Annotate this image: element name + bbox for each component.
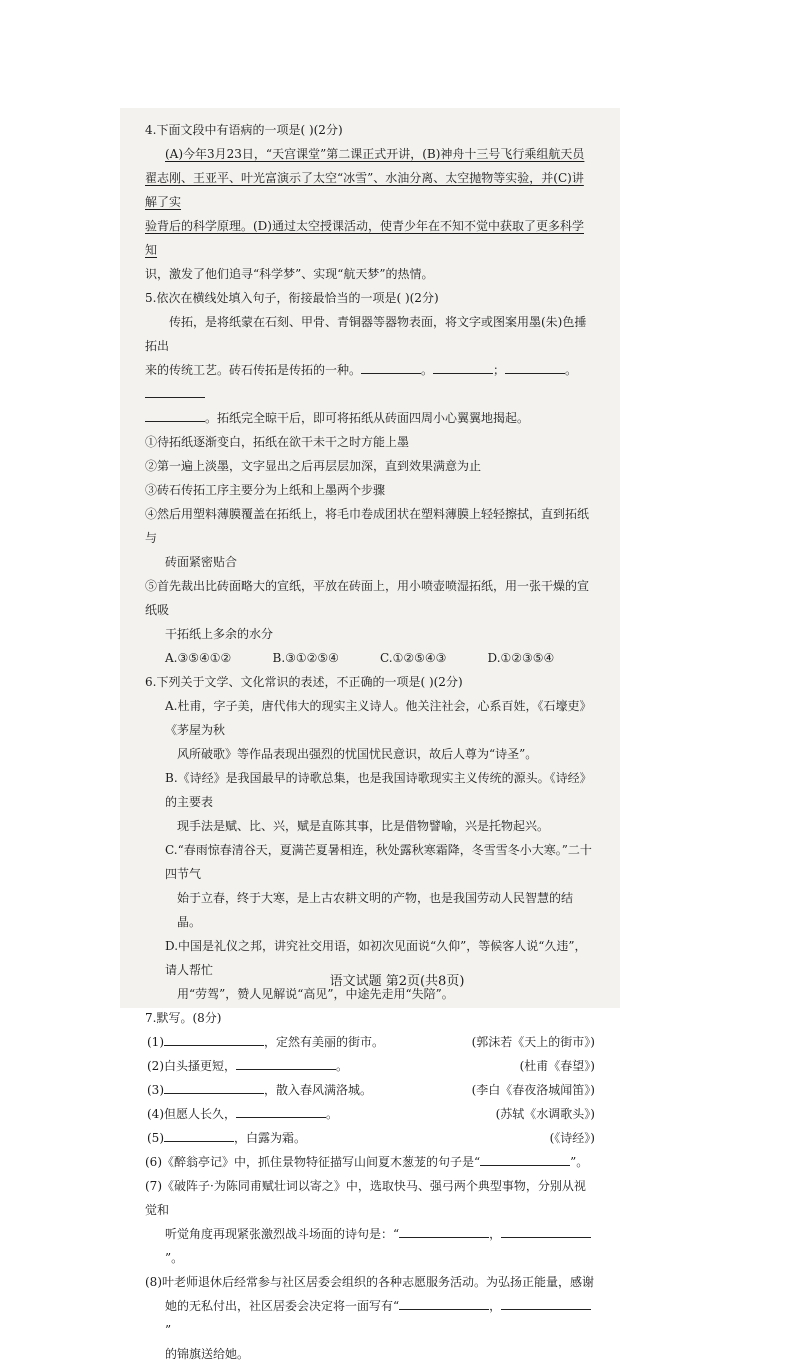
choice-a[interactable]: A.③⑤④①② (165, 651, 232, 665)
answer-blank[interactable] (236, 1055, 336, 1070)
sentence-option: ①待拓纸逐渐变白，拓纸在欲干未干之时方能上墨 (145, 435, 410, 449)
option-a: A.杜甫，字子美，唐代伟大的现实主义诗人。他关注社会，心系百姓，《石壕吏》《茅屋为秋 (165, 699, 592, 737)
line-text: ”。 (165, 1251, 184, 1265)
answer-blank[interactable] (164, 1079, 264, 1094)
question-5-passage-text: 。拓纸完全晾干后，即可将拓纸从砖面四周小心翼翼地揭起。 (205, 411, 530, 425)
question-4-stem: 4.下面文段中有语病的一项是( )(2分) (145, 123, 343, 137)
recitation-line-8-cont (145, 1294, 595, 1342)
recitation-line-8: (8)叶老师退休后经常参与社区居委会组织的各种志愿服务活动。为弘扬正能量，感谢 (145, 1275, 595, 1289)
option-c-cont: 始于立春，终于大寒，是上古农耕文明的产物，也是我国劳动人民智慧的结晶。 (177, 891, 574, 929)
line-text: ，散入春风满洛城。 (264, 1083, 373, 1097)
recitation-line-1 (145, 1030, 595, 1054)
question-5-choices (145, 646, 595, 670)
line-text: ， (489, 1227, 502, 1241)
choice-c[interactable]: C.①②⑤④③ (380, 651, 447, 665)
answer-blank[interactable] (433, 359, 493, 374)
question-4-passage-line: (A)今年3月23日，“天宫课堂”第二课正式开讲，(B)神舟十三号飞行乘组航天员 (165, 147, 585, 161)
question-5-passage-text: 来的传统工艺。砖石传拓是传拓的一种。 (145, 363, 362, 377)
answer-blank[interactable] (164, 1127, 234, 1142)
line-text: ” (165, 1323, 172, 1337)
line-text: ，白露为霜。 (234, 1131, 307, 1145)
line-text: 。 (336, 1059, 349, 1073)
line-text: 听觉角度再现紧张激烈战斗场面的诗句是：“ (165, 1227, 400, 1241)
option-b: B.《诗经》是我国最早的诗歌总集，也是我国诗歌现实主义传统的源头。《诗经》的主要表 (165, 771, 592, 809)
recitation-line-2 (145, 1054, 595, 1078)
line-text: 。 (326, 1107, 339, 1121)
line-text: (2)白头搔更短， (147, 1059, 236, 1073)
sentence-option-cont: 干拓纸上多余的水分 (165, 627, 274, 641)
question-7-stem: 7.默写。(8分) (145, 1011, 222, 1025)
source-label: (《诗经》) (549, 1131, 595, 1145)
option-b-cont: 现手法是赋、比、兴，赋是直陈其事，比是借物譬喻，兴是托物起兴。 (177, 819, 550, 833)
question-4-passage-line: 识，激发了他们追寻“科学梦”、实现“航天梦”的热情。 (145, 267, 434, 281)
sentence-option: ⑤首先裁出比砖面略大的宣纸，平放在砖面上，用小喷壶喷湿拓纸，用一张干燥的宣纸吸 (145, 579, 590, 617)
sentence-option-cont: 砖面紧密贴合 (165, 555, 238, 569)
item-number: (5) (147, 1131, 164, 1145)
question-5 (145, 286, 595, 670)
answer-blank[interactable] (505, 359, 565, 374)
source-label: (苏轼《水调歌头》) (495, 1107, 595, 1121)
item-number: (1) (147, 1035, 164, 1049)
answer-blank[interactable] (399, 1223, 489, 1238)
question-4-passage-line: 翟志刚、王亚平、叶光富演示了太空“冰雪”、水油分离、太空抛物等实验，并(C)讲解了实 (145, 171, 584, 209)
option-a-cont: 风所破歌》等作品表现出强烈的忧国忧民意识，故后人尊为“诗圣”。 (177, 747, 538, 761)
source-label: (杜甫《春望》) (519, 1059, 595, 1073)
answer-blank[interactable] (501, 1223, 591, 1238)
answer-blank[interactable] (399, 1295, 489, 1310)
recitation-line-3 (145, 1078, 595, 1102)
choice-d[interactable]: D.①②③⑤④ (487, 651, 555, 665)
sentence-option: ②第一遍上淡墨，文字显出之后再层层加深，直到效果满意为止 (145, 459, 482, 473)
option-d-cont: 用“劳驾”，赞人见解说“高见”，中途先走用“失陪”。 (177, 987, 454, 1001)
line-text: (6)《醉翁亭记》中，抓住景物特征描写山间夏木葱茏的句子是“ (145, 1155, 481, 1169)
source-label: (郭沫若《天上的街市》) (471, 1035, 595, 1049)
line-text: (4)但愿人长久， (147, 1107, 236, 1121)
recitation-line-5 (145, 1126, 595, 1150)
exam-content (145, 118, 595, 1366)
question-5-passage-line: 传拓，是将纸蒙在石刻、甲骨、青铜器等器物表面，将文字或图案用墨(朱)色捶拓出 (145, 315, 587, 353)
answer-blank[interactable] (501, 1295, 591, 1310)
question-4-passage-line: 验背后的科学原理。(D)通过太空授课活动，使青少年在不知不觉中获取了更多科学知 (145, 219, 584, 257)
answer-blank[interactable] (145, 383, 205, 398)
answer-blank[interactable] (145, 407, 205, 422)
answer-blank[interactable] (480, 1151, 570, 1166)
question-5-passage-line (145, 406, 595, 430)
question-6-stem: 6.下列关于文学、文化常识的表述，不正确的一项是( )(2分) (145, 675, 463, 689)
question-6 (145, 670, 595, 1006)
line-text: ，定然有美丽的街市。 (264, 1035, 385, 1049)
line-text: ， (489, 1299, 502, 1313)
sentence-option: ④然后用塑料薄膜覆盖在拓纸上，将毛巾卷成团状在塑料薄膜上轻轻擦拭，直到拓纸与 (145, 507, 590, 545)
line-text: ”。 (570, 1155, 589, 1169)
recitation-line-7-cont (145, 1222, 595, 1270)
answer-blank[interactable] (361, 359, 421, 374)
source-label: (李白《春夜洛城闻笛》) (471, 1083, 595, 1097)
item-number: (3) (147, 1083, 164, 1097)
sentence-option: ③砖石传拓工序主要分为上纸和上墨两个步骤 (145, 483, 386, 497)
answer-blank[interactable] (164, 1031, 264, 1046)
recitation-line-7: (7)《破阵子·为陈同甫赋壮词以寄之》中，选取快马、强弓两个典型事物，分别从视觉和 (145, 1179, 586, 1217)
question-4 (145, 118, 595, 286)
question-5-passage-line: 来的传统工艺。砖石传拓是传拓的一种。 。 ； 。 (145, 358, 595, 406)
question-7 (145, 1006, 595, 1366)
answer-blank[interactable] (236, 1103, 326, 1118)
choice-b[interactable]: B.③①②⑤④ (272, 651, 339, 665)
recitation-line-8-end: 的锦旗送给她。 (165, 1347, 250, 1361)
option-d: D.中国是礼仪之邦，讲究社交用语，如初次见面说“久仰”，等候客人说“久违”，请人帮忙 (165, 939, 587, 977)
line-text: 她的无私付出，社区居委会决定将一面写有“ (165, 1299, 400, 1313)
option-c: C.“春雨惊春清谷天，夏满芒夏暑相连，秋处露秋寒霜降，冬雪雪冬小大寒。”二十四节气 (165, 843, 592, 881)
recitation-line-6 (145, 1150, 595, 1174)
question-5-stem: 5.依次在横线处填入句子，衔接最恰当的一项是( )(2分) (145, 291, 439, 305)
recitation-line-4 (145, 1102, 595, 1126)
page-footer: 语文试题 第2页(共8页) (329, 974, 465, 989)
